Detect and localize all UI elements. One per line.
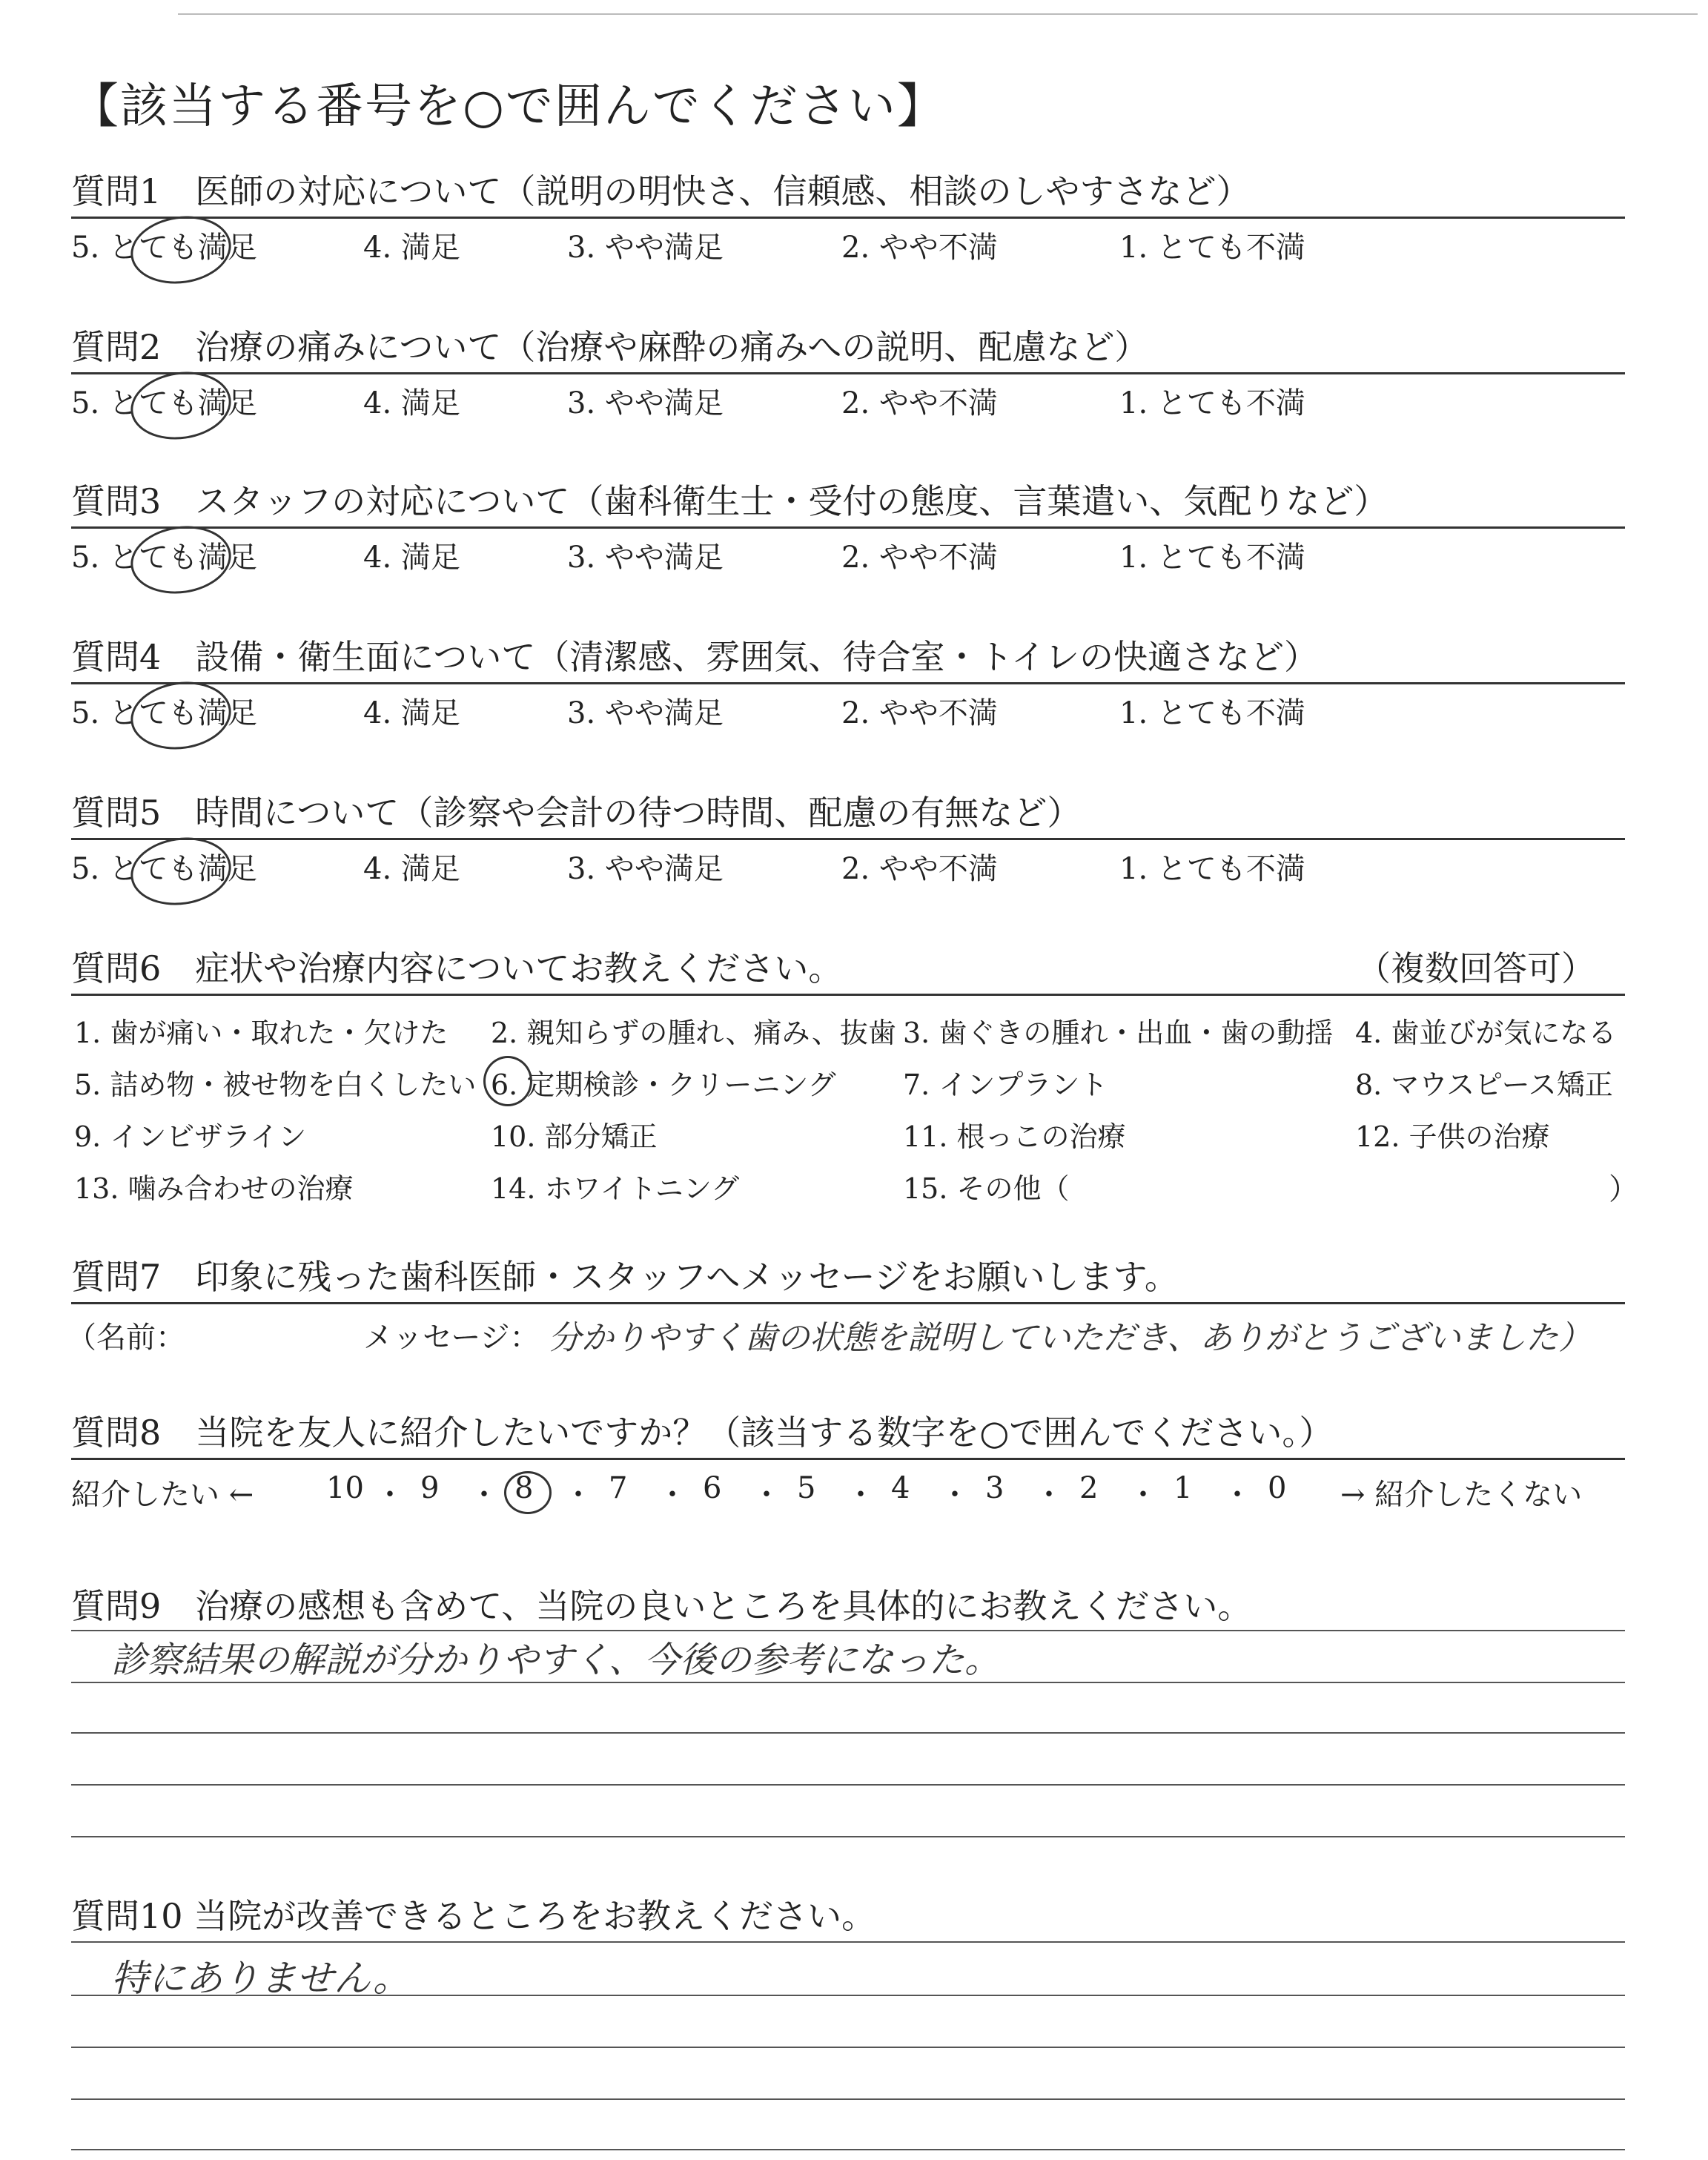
q8-separator: ・	[846, 1478, 875, 1512]
q6-item-15[interactable]: 15. その他（	[903, 1172, 1070, 1205]
q2-option-3[interactable]: 3. やや満足	[567, 386, 724, 420]
q8-scale-5[interactable]: 5	[797, 1471, 816, 1505]
q8-separator: ・	[658, 1478, 687, 1512]
q2-option-1[interactable]: 1. とても不満	[1119, 386, 1305, 420]
q6-item-5[interactable]: 5. 詰め物・被せ物を白くしたい	[74, 1069, 477, 1101]
q5-option-4[interactable]: 4. 満足	[363, 852, 460, 886]
q9-title: 質問9 治療の感想も含めて、当院の良いところを具体的にお教えください。	[71, 1586, 1252, 1626]
q10-rule-1	[71, 1941, 1625, 1943]
q3-option-5[interactable]: 5. とても満足	[71, 541, 257, 575]
q6-item-9[interactable]: 9. インビザライン	[74, 1120, 307, 1153]
q7-message-handwritten: 分かりやすく歯の状態を説明していただき、ありがとうございました）	[549, 1319, 1592, 1357]
q9-rule-4	[71, 1784, 1625, 1786]
q10-rule-4	[71, 2098, 1625, 2100]
q8-scale-8[interactable]: 8	[514, 1471, 534, 1505]
q8-title: 質問8 当院を友人に紹介したいですか？（該当する数字を○で囲んでください。）	[71, 1413, 1334, 1453]
q2-selected-circle	[126, 366, 235, 446]
q9-answer-handwritten: 診察結果の解説が分かりやすく、今後の参考になった。	[111, 1639, 1001, 1681]
q1-option-5[interactable]: 5. とても満足	[71, 231, 257, 265]
q1-title: 質問1 医師の対応について（説明の明快さ、信頼感、相談のしやすさなど）	[71, 171, 1251, 211]
q10-title: 質問10 当院が改善できるところをお教えください。	[71, 1896, 876, 1936]
q5-option-3[interactable]: 3. やや満足	[567, 852, 724, 886]
q3-option-4[interactable]: 4. 満足	[363, 541, 460, 575]
q8-scale-3[interactable]: 3	[985, 1471, 1004, 1505]
q10-rule-5	[71, 2149, 1625, 2150]
q8-left-label: 紹介したい ←	[71, 1478, 254, 1512]
q8-scale-9[interactable]: 9	[420, 1471, 440, 1505]
q6-selected-circle	[483, 1056, 532, 1106]
q7-title: 質問7 印象に残った歯科医師・スタッフへメッセージをお願いします。	[71, 1257, 1179, 1297]
q8-scale-7[interactable]: 7	[609, 1471, 628, 1505]
q1-selected-circle	[126, 210, 235, 290]
q4-option-4[interactable]: 4. 満足	[363, 696, 460, 730]
q5-option-1[interactable]: 1. とても不満	[1119, 852, 1305, 886]
q6-item-14[interactable]: 14. ホワイトニング	[491, 1172, 740, 1205]
q8-scale-6[interactable]: 6	[703, 1471, 722, 1505]
q2-option-4[interactable]: 4. 満足	[363, 386, 460, 420]
q6-item-6[interactable]: 6. 定期検診・クリーニング	[491, 1069, 836, 1101]
q3-title: 質問3 スタッフの対応について（歯科衛生士・受付の態度、言葉遣い、気配りなど）	[71, 481, 1388, 521]
q4-option-3[interactable]: 3. やや満足	[567, 696, 724, 730]
q8-separator: ・	[563, 1478, 593, 1512]
q2-option-5[interactable]: 5. とても満足	[71, 386, 257, 420]
q1-option-1[interactable]: 1. とても不満	[1119, 231, 1305, 265]
q8-separator: ・	[375, 1478, 405, 1512]
q7-name-label: （名前：	[67, 1321, 185, 1355]
q6-item-12[interactable]: 12. 子供の治療	[1355, 1120, 1550, 1153]
q6-item-3[interactable]: 3. 歯ぐきの腫れ・出血・歯の動揺	[903, 1017, 1334, 1049]
q6-item-1[interactable]: 1. 歯が痛い・取れた・欠けた	[74, 1017, 448, 1049]
q10-answer-handwritten: 特にありません。	[111, 1957, 410, 2000]
q8-separator: ・	[1128, 1478, 1158, 1512]
q5-rule	[71, 838, 1625, 840]
q4-option-5[interactable]: 5. とても満足	[71, 696, 257, 730]
q5-option-2[interactable]: 2. やや不満	[841, 852, 998, 886]
q7-message-label: メッセージ：	[363, 1321, 540, 1355]
q4-rule	[71, 682, 1625, 684]
q8-scale-2[interactable]: 2	[1079, 1471, 1099, 1505]
q1-rule	[71, 217, 1625, 219]
q8-right-label: → 紹介したくない	[1340, 1478, 1583, 1512]
q8-scale-0[interactable]: 0	[1268, 1471, 1287, 1505]
q3-option-1[interactable]: 1. とても不満	[1119, 541, 1305, 575]
q6-item-10[interactable]: 10. 部分矯正	[491, 1120, 658, 1153]
q3-rule	[71, 526, 1625, 529]
q4-option-2[interactable]: 2. やや不満	[841, 696, 998, 730]
q8-selected-circle	[504, 1471, 552, 1514]
q8-scale-10[interactable]: 10	[326, 1471, 364, 1505]
q8-separator: ・	[1222, 1478, 1252, 1512]
q6-item-4[interactable]: 4. 歯並びが気になる	[1355, 1017, 1617, 1049]
q6-rule	[71, 994, 1625, 996]
q5-title: 質問5 時間について（診察や会計の待つ時間、配慮の有無など）	[71, 793, 1082, 833]
q4-selected-circle	[126, 676, 235, 756]
q7-rule	[71, 1302, 1625, 1304]
q8-rule	[71, 1458, 1625, 1460]
q5-selected-circle	[126, 831, 235, 911]
q1-option-2[interactable]: 2. やや不満	[841, 231, 998, 265]
q8-separator: ・	[469, 1478, 499, 1512]
q5-option-5[interactable]: 5. とても満足	[71, 852, 257, 886]
q9-rule-5	[71, 1836, 1625, 1837]
q2-option-2[interactable]: 2. やや不満	[841, 386, 998, 420]
q1-option-3[interactable]: 3. やや満足	[567, 231, 724, 265]
q8-separator: ・	[752, 1478, 781, 1512]
scan-edge-line	[178, 13, 1698, 15]
q2-title: 質問2 治療の痛みについて（治療や麻酔の痛みへの説明、配慮など）	[71, 327, 1149, 367]
q6-item-7[interactable]: 7. インプラント	[903, 1069, 1108, 1101]
q6-title: 質問6 症状や治療内容についてお教えください。	[71, 948, 843, 988]
q6-item-8[interactable]: 8. マウスピース矯正	[1355, 1069, 1613, 1101]
q3-option-3[interactable]: 3. やや満足	[567, 541, 724, 575]
q6-other-close-paren: ）	[1609, 1172, 1638, 1206]
q6-item-2[interactable]: 2. 親知らずの腫れ、痛み、抜歯	[491, 1017, 896, 1049]
q2-rule	[71, 372, 1625, 374]
q3-selected-circle	[126, 520, 235, 600]
q4-option-1[interactable]: 1. とても不満	[1119, 696, 1305, 730]
q3-option-2[interactable]: 2. やや不満	[841, 541, 998, 575]
q6-note: （複数回答可）	[1357, 948, 1595, 988]
q8-separator: ・	[1034, 1478, 1064, 1512]
q6-item-11[interactable]: 11. 根っこの治療	[903, 1120, 1126, 1153]
q8-scale-4[interactable]: 4	[891, 1471, 910, 1505]
q8-separator: ・	[940, 1478, 970, 1512]
q1-option-4[interactable]: 4. 満足	[363, 231, 460, 265]
q10-rule-3	[71, 2047, 1625, 2048]
page-header: 【該当する番号を○で囲んでください】	[71, 79, 946, 134]
q6-item-13[interactable]: 13. 噛み合わせの治療	[74, 1172, 354, 1205]
q8-scale-1[interactable]: 1	[1174, 1471, 1193, 1505]
q9-rule-3	[71, 1732, 1625, 1734]
q4-title: 質問4 設備・衛生面について（清潔感、雰囲気、待合室・トイレの快適さなど）	[71, 637, 1319, 677]
